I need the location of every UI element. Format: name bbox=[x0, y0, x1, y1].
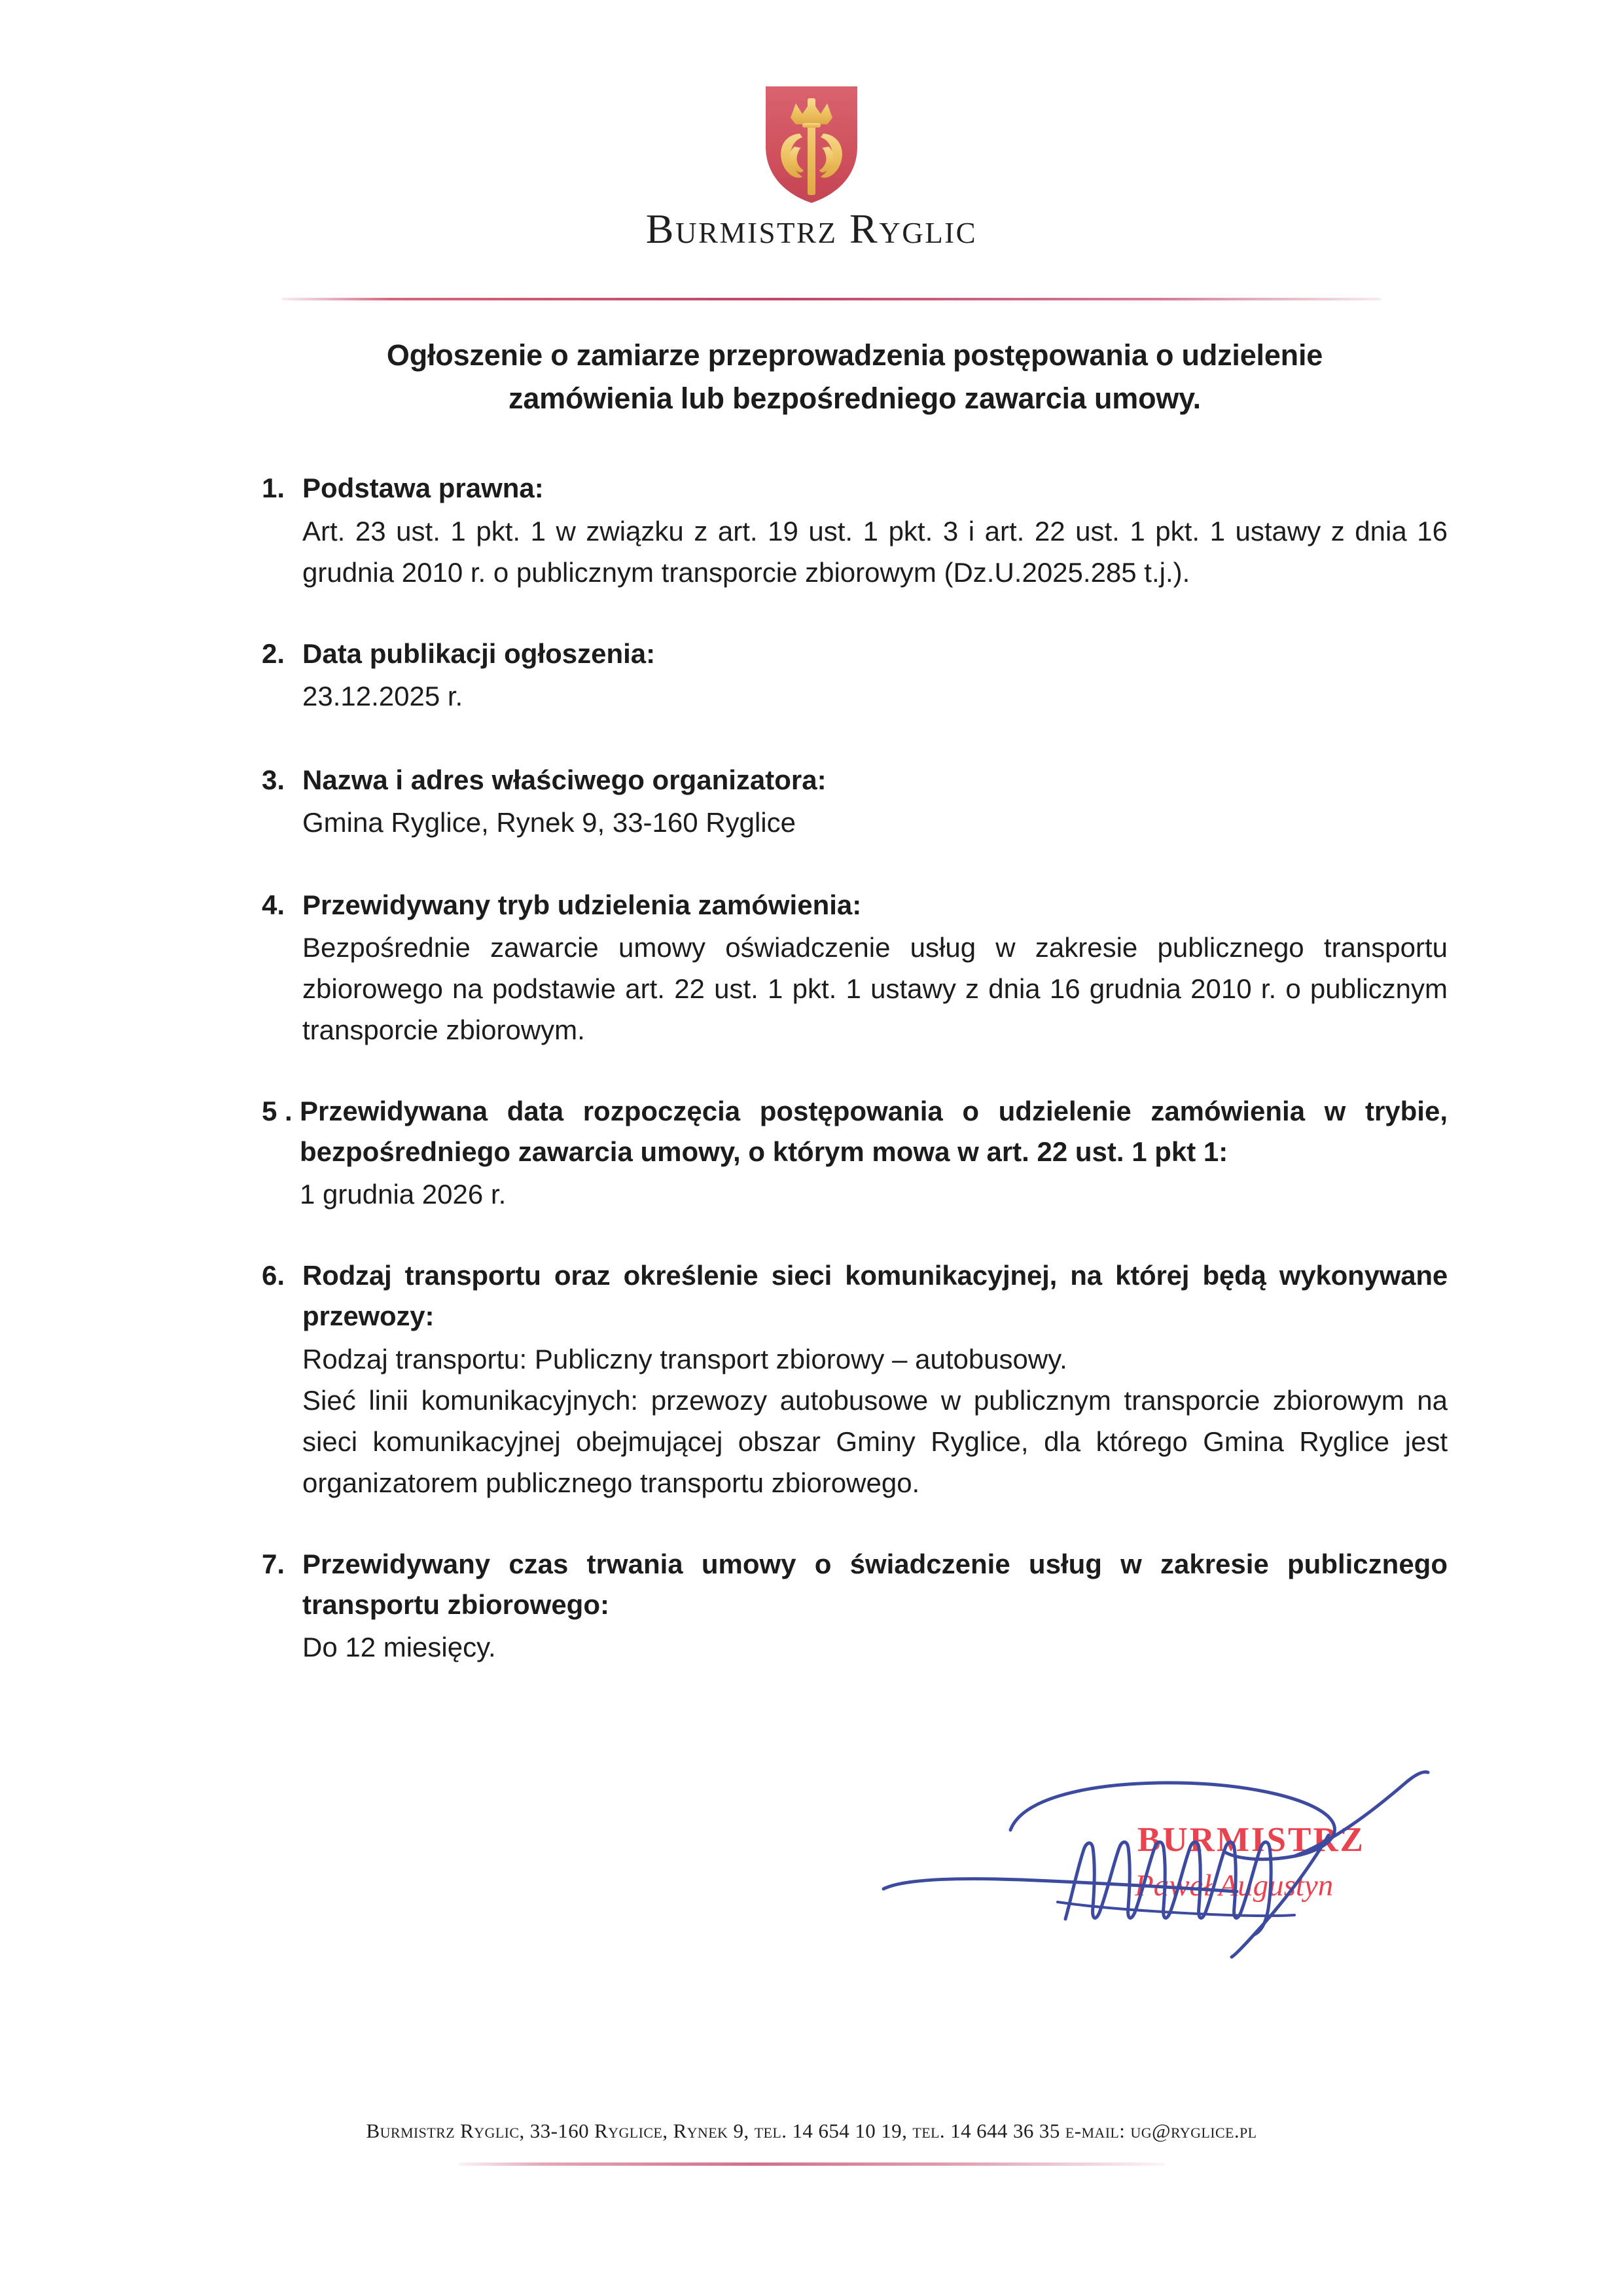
clause-text bbox=[302, 1338, 1448, 1503]
clause-heading: Data publikacji ogłoszenia: bbox=[302, 637, 656, 669]
clause-text: Gmina Ryglice, Rynek 9, 33-160 Ryglice bbox=[302, 806, 796, 838]
clause-number: 1. bbox=[262, 473, 285, 504]
clause-content bbox=[302, 634, 1448, 717]
clause-content bbox=[302, 885, 1448, 1050]
ink-signature bbox=[883, 1772, 1428, 1957]
clause-item bbox=[262, 1255, 1448, 1503]
clause-item bbox=[262, 468, 1448, 592]
clause-content bbox=[302, 760, 1448, 843]
document-body bbox=[262, 334, 1448, 1668]
clause-content bbox=[302, 468, 1448, 592]
page-footer bbox=[0, 2119, 1623, 2166]
clause-heading: Nazwa i adres właściwego organizatora: bbox=[302, 764, 827, 795]
footer-divider bbox=[458, 2162, 1165, 2166]
stamp-line-2: Paweł Augustyn bbox=[1135, 1869, 1334, 1903]
clause-content bbox=[300, 1091, 1448, 1215]
clause-item bbox=[262, 885, 1448, 1050]
clause-text: Bezpośrednie zawarcie umowy oświadczenie usług w zakresie publicznego transportu zbiorowego na podstawie art. 22 ust. 1 pkt. 1 ustawy z dnia 16 grudnia 2010 r. o publicznym transporcie zbiorowym. bbox=[302, 932, 1448, 1045]
clause-content bbox=[302, 1544, 1448, 1668]
clause-item bbox=[262, 1544, 1448, 1668]
clause-text: Do 12 miesięcy. bbox=[302, 1631, 496, 1662]
clause-number: 5 . bbox=[262, 1096, 293, 1126]
letterhead bbox=[0, 0, 1623, 251]
coat-of-arms-shield-icon bbox=[762, 84, 861, 206]
clause-number: 3. bbox=[262, 764, 285, 795]
clause-text: Art. 23 ust. 1 pkt. 1 w związku z art. 19 ust. 1 pkt. 3 i art. 22 ust. 1 pkt. 1 ustawy z dnia 16 grudnia 2010 r. o publicznym transporcie zbiorowym (Dz.U.2025.285 t.j.). bbox=[302, 515, 1448, 588]
clause-content bbox=[302, 1255, 1448, 1503]
clause-text: 23.12.2025 r. bbox=[302, 680, 463, 711]
footer-contact-line: Burmistrz Ryglic, 33-160 Ryglice, Rynek 9, tel. 14 654 10 19, tel. 14 644 36 35 e-mail: ug@ryglice.pl bbox=[366, 2119, 1257, 2142]
clause-number: 6. bbox=[262, 1260, 285, 1291]
clause-number: 4. bbox=[262, 889, 285, 920]
clause-text: 1 grudnia 2026 r. bbox=[300, 1179, 507, 1210]
announcement-title: Ogłoszenie o zamiarze przeprowadzenia postępowania o udzielenie zamówienia lub bezpośredniego zawarcia umowy. bbox=[386, 338, 1323, 415]
stamp-line-1: BURMISTRZ bbox=[1137, 1821, 1366, 1859]
signature-block bbox=[870, 1767, 1486, 1983]
crest-container bbox=[0, 84, 1623, 183]
clause-text-line: Sieć linii komunikacyjnych: przewozy autobusowe w publicznym transporcie zbiorowym na sieci komunikacyjnej obejmującej obszar Gminy Ryglice, dla którego Gmina Ryglice jest organizatorem publicznego transportu zbiorowego. bbox=[302, 1384, 1448, 1498]
clause-heading: Przewidywany czas trwania umowy o świadczenie usług w zakresie publicznego transportu zbiorowego: bbox=[302, 1548, 1448, 1620]
clause-heading: Podstawa prawna: bbox=[302, 473, 544, 504]
clause-heading: Przewidywana data rozpoczęcia postępowania o udzielenie zamówienia w trybie, bezpośredniego zawarcia umowy, o którym mowa w art. 22 ust. 1 pkt 1: bbox=[300, 1096, 1448, 1168]
clause-number: 2. bbox=[262, 637, 285, 669]
header-divider bbox=[281, 298, 1381, 300]
clause-item bbox=[262, 1091, 1448, 1215]
clause-heading: Rodzaj transportu oraz określenie sieci komunikacyjnej, na której będą wykonywane przewozy: bbox=[302, 1260, 1448, 1332]
clause-heading: Przewidywany tryb udzielenia zamówienia: bbox=[302, 889, 862, 920]
signature-and-stamp bbox=[870, 1767, 1486, 1983]
clause-item bbox=[262, 634, 1448, 717]
clause-item bbox=[262, 760, 1448, 843]
clause-number: 7. bbox=[262, 1548, 285, 1579]
page-title: Burmistrz Ryglic bbox=[645, 206, 978, 252]
clause-text-line: Rodzaj transportu: Publiczny transport zbiorowy – autobusowy. bbox=[302, 1343, 1067, 1374]
